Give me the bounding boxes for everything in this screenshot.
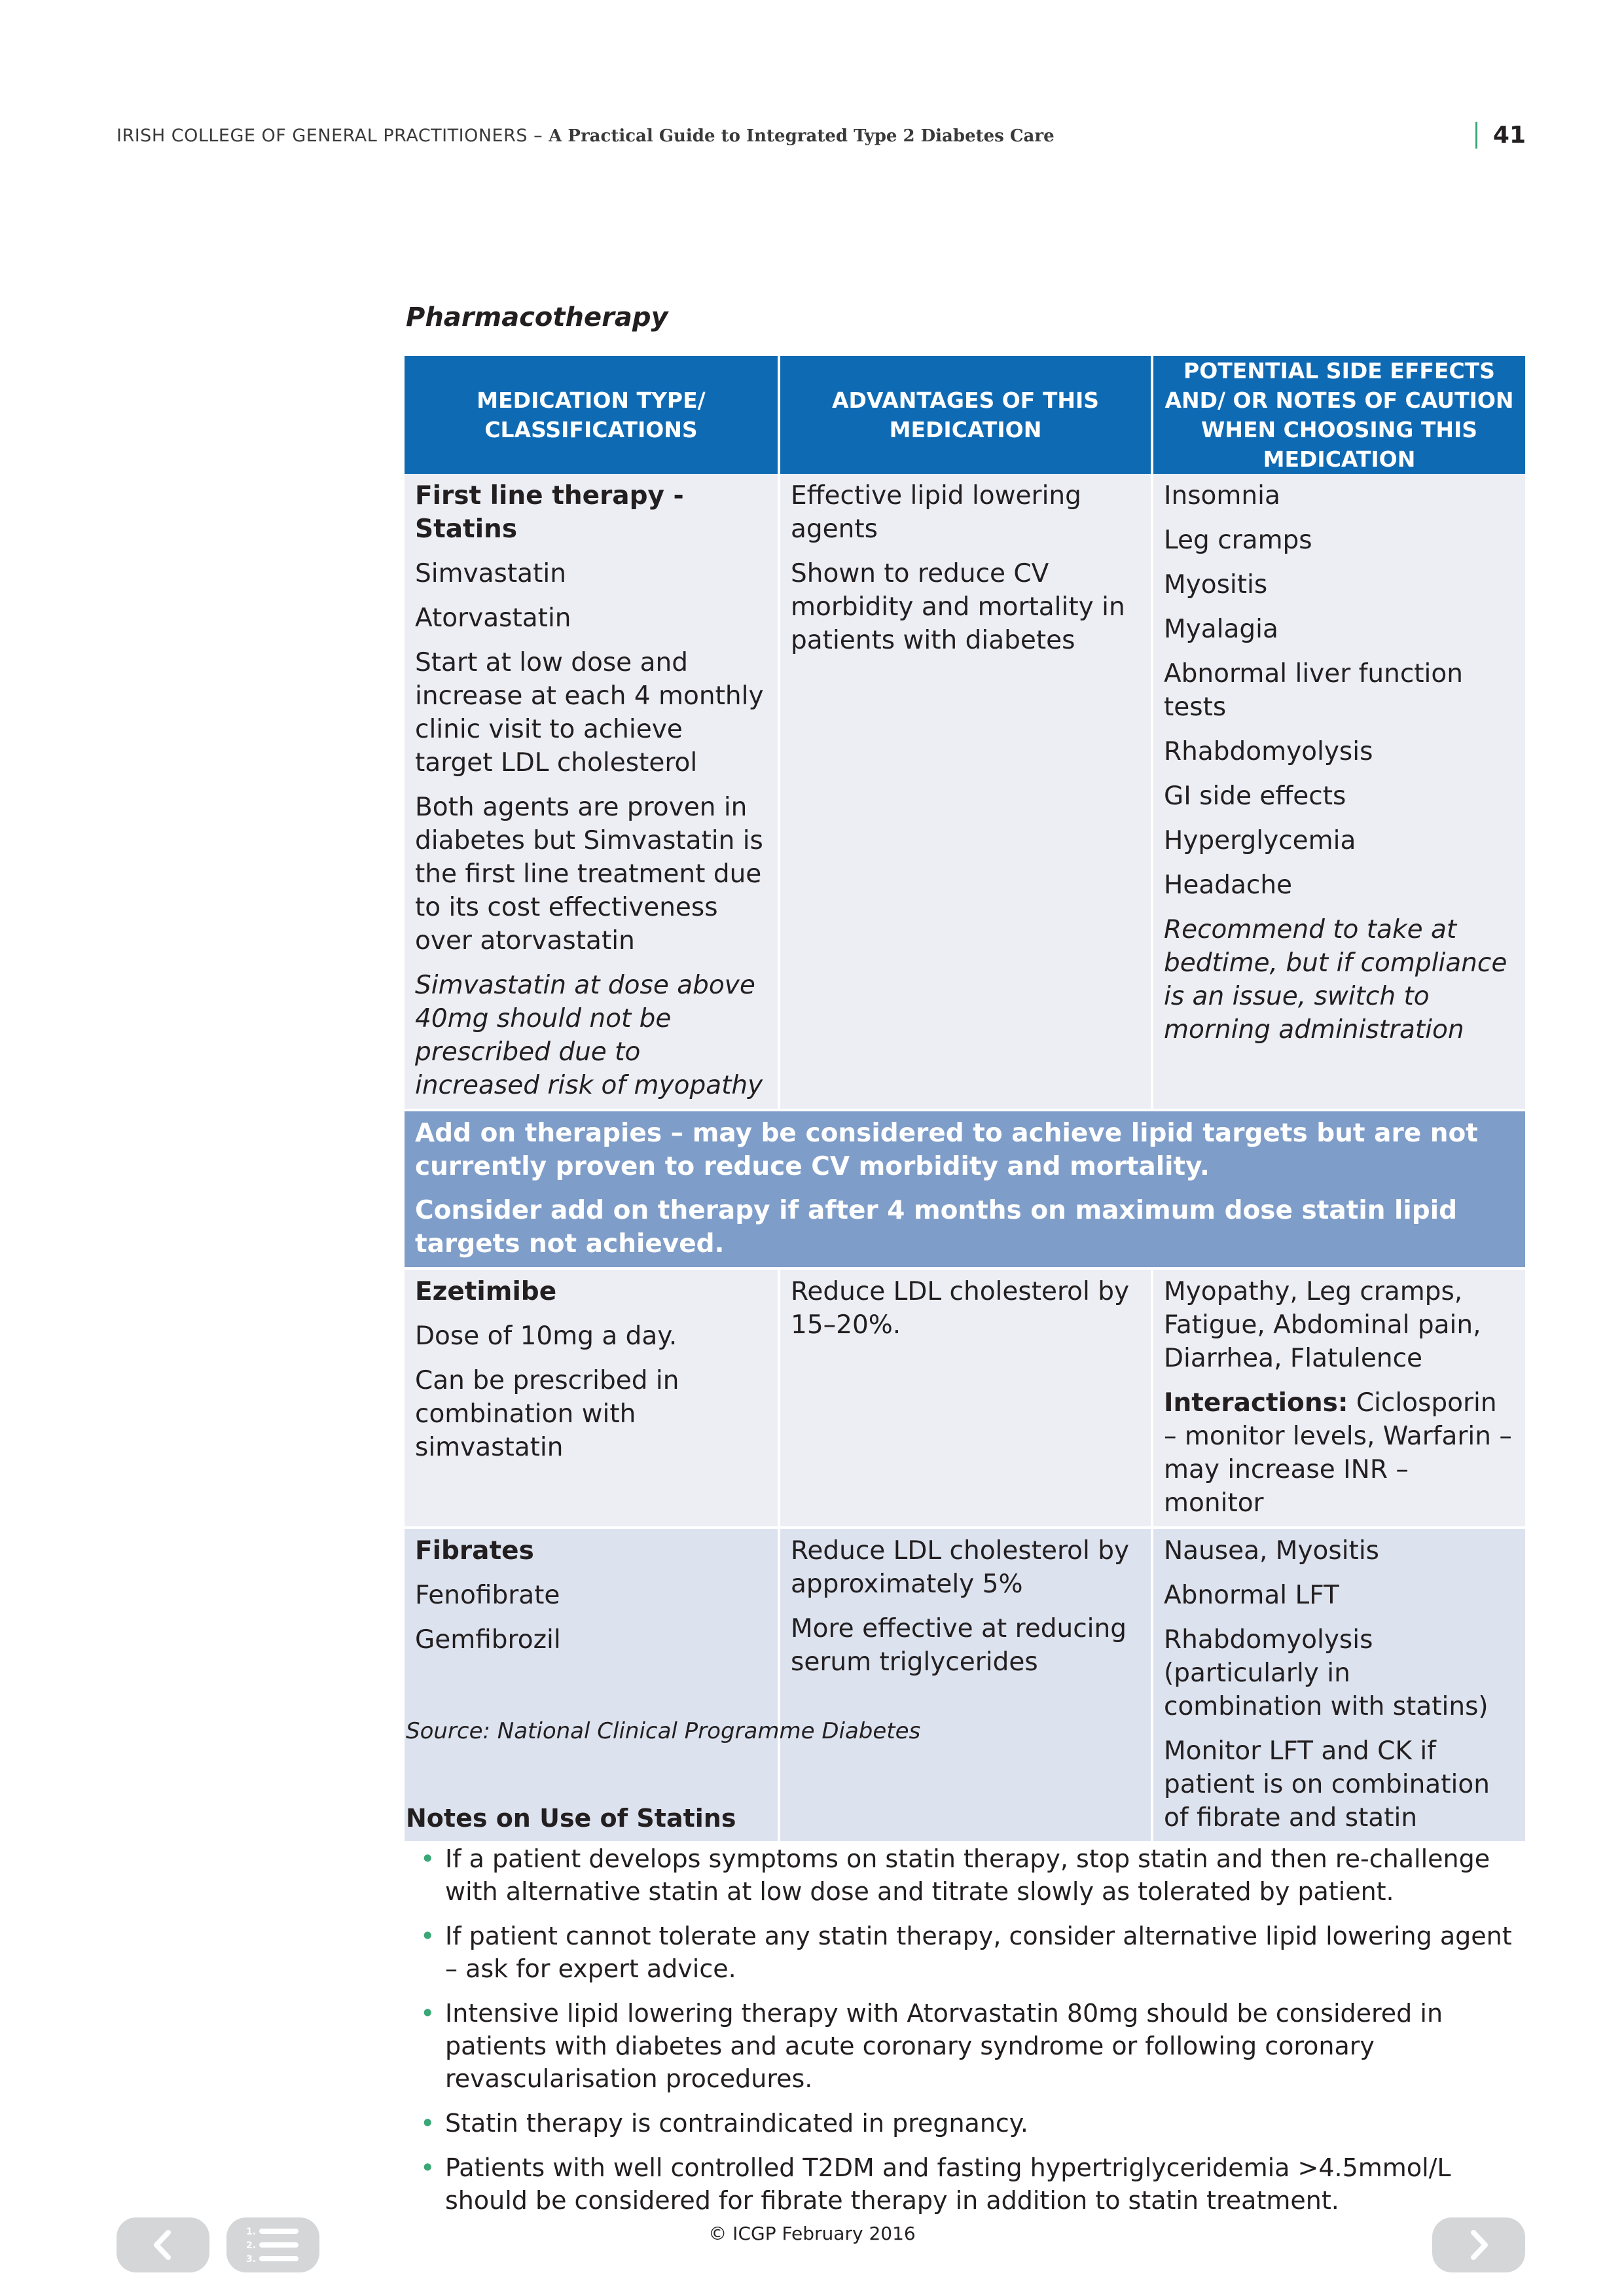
cell-text: Reduce LDL cholesterol by 15–20%. [791, 1277, 1130, 1340]
pharmacotherapy-table [405, 356, 1525, 1844]
cell-text: Myalagia [1164, 615, 1278, 644]
bullet-icon: • [420, 1844, 435, 1873]
column-header: MEDICATION TYPE/ CLASSIFICATIONS [405, 356, 779, 474]
header-guide-title: A Practical Guide to Integrated Type 2 Diabetes Care [549, 126, 1055, 146]
list-item [406, 2151, 1532, 2217]
cell-text: Simvastatin [415, 559, 566, 588]
table-row-fibrates [405, 1528, 1525, 1842]
cell-text: Can be prescribed in combination with simvastatin [415, 1366, 679, 1462]
svg-text:1.: 1. [246, 2227, 257, 2237]
footer-copyright: © ICGP February 2016 [708, 2223, 916, 2244]
table-row-statins [405, 474, 1525, 1110]
bullet-icon: • [420, 1922, 435, 1950]
table-cell [1152, 1268, 1525, 1528]
header-org: IRISH COLLEGE OF GENERAL PRACTITIONERS – [117, 126, 549, 146]
note-text: If patient cannot tolerate any statin therapy, consider alternative lipid lowering agent – ask for expert advice. [445, 1922, 1512, 1983]
cell-text: Rhabdomyolysis (particularly in combination with statins) [1164, 1625, 1489, 1721]
cell-text: Start at low dose and increase at each 4 monthly clinic visit to achieve target LDL cholesterol [415, 648, 764, 778]
table-cell [1152, 474, 1525, 1110]
cell-text: Rhabdomyolysis [1164, 737, 1373, 766]
bullet-icon: • [420, 2153, 435, 2182]
cell-text: Gemfibrozil [415, 1625, 561, 1655]
column-header: ADVANTAGES OF THIS MEDICATION [779, 356, 1152, 474]
note-text: Intensive lipid lowering therapy with Atorvastatin 80mg should be considered in patients with diabetes and acute coronary syndrome or following coronary revascularisation procedures. [445, 1999, 1443, 2093]
column-header: POTENTIAL SIDE EFFECTS AND/ OR NOTES OF CAUTION WHEN CHOOSING THIS MEDICATION [1152, 356, 1525, 474]
list-item [406, 1997, 1532, 2095]
cell-text: Abnormal liver function tests [1164, 659, 1463, 722]
row-title: First line therapy - Statins [415, 481, 684, 544]
cell-note: Recommend to take at bedtime, but if compliance is an issue, switch to morning administration [1164, 915, 1507, 1045]
list-item [406, 2107, 1532, 2140]
cell-text: Leg cramps [1164, 526, 1312, 555]
note-text: Statin therapy is contraindicated in pregnancy. [445, 2109, 1028, 2138]
list-item [406, 1842, 1532, 1908]
notes-list [406, 1842, 1532, 2229]
table-cell [779, 1268, 1152, 1528]
bullet-icon: • [420, 1999, 435, 2028]
addon-line: Add on therapies – may be considered to achieve lipid targets but are not currently proven to reduce CV morbidity and mortality. [415, 1119, 1478, 1181]
addon-cell [405, 1110, 1525, 1268]
table-header-row [405, 356, 1525, 474]
list-item [406, 1920, 1532, 1985]
table-row-ezetimibe [405, 1268, 1525, 1528]
running-header [117, 126, 1526, 158]
cell-text: Dose of 10mg a day. [415, 1321, 677, 1351]
svg-text:2.: 2. [246, 2240, 257, 2251]
cell-text: Abnormal LFT [1164, 1581, 1339, 1610]
table-cell [779, 1528, 1152, 1842]
note-text: If a patient develops symptoms on statin therapy, stop statin and then re-challenge with alternative statin at low dose and titrate slowly as tolerated by patient. [445, 1844, 1490, 1906]
svg-text:3.: 3. [246, 2254, 257, 2265]
cell-text: Hyperglycemia [1164, 826, 1356, 855]
source-note: Source: National Clinical Programme Diabetes [406, 1718, 921, 1744]
cell-text: Shown to reduce CV morbidity and mortality in patients with diabetes [791, 559, 1125, 655]
cell-text: Both agents are proven in diabetes but Simvastatin is the first line treatment due to its cost effectiveness over atorvastatin [415, 793, 763, 956]
bullet-icon: • [420, 2109, 435, 2138]
note-text: Patients with well controlled T2DM and fasting hypertriglyceridemia >4.5mmol/L should be considered for fibrate therapy in addition to statin treatment. [445, 2153, 1451, 2215]
row-title: Ezetimibe [415, 1277, 557, 1306]
interactions-label: Interactions: [1164, 1388, 1348, 1418]
interactions-text [1164, 1386, 1515, 1520]
table-cell [779, 474, 1152, 1110]
table-row-addon [405, 1110, 1525, 1268]
row-title: Fibrates [415, 1536, 534, 1566]
cell-text: Atorvastatin [415, 603, 571, 633]
page-number: 41 [1475, 122, 1526, 149]
cell-text: Insomnia [1164, 481, 1280, 511]
section-title: Pharmacotherapy [406, 302, 668, 332]
cell-text: Fenofibrate [415, 1581, 560, 1610]
table-cell [405, 1268, 779, 1528]
table-cell [405, 1528, 779, 1842]
cell-text: Myositis [1164, 570, 1268, 600]
cell-text: Reduce LDL cholesterol by approximately 5% [791, 1536, 1130, 1599]
cell-text: More effective at reducing serum triglycerides [791, 1614, 1127, 1677]
cell-text: Effective lipid lowering agents [791, 481, 1081, 544]
table-cell [1152, 1528, 1525, 1842]
cell-text: Nausea, Myositis [1164, 1536, 1379, 1566]
cell-caution: Simvastatin at dose above 40mg should not be prescribed due to increased risk of myopathy [415, 971, 763, 1100]
addon-line: Consider add on therapy if after 4 months on maximum dose statin lipid targets not achieved. [415, 1196, 1457, 1259]
cell-text: Monitor LFT and CK if patient is on combination of fibrate and statin [1164, 1736, 1490, 1833]
cell-text: Headache [1164, 870, 1293, 900]
interactions-detail: Ciclosporin – monitor levels, Warfarin – may increase INR – monitor [1164, 1388, 1512, 1518]
cell-text: GI side effects [1164, 781, 1346, 811]
notes-title: Notes on Use of Statins [406, 1804, 736, 1833]
table-cell [405, 474, 779, 1110]
cell-text: Myopathy, Leg cramps, Fatigue, Abdominal pain, Diarrhea, Flatulence [1164, 1277, 1481, 1373]
